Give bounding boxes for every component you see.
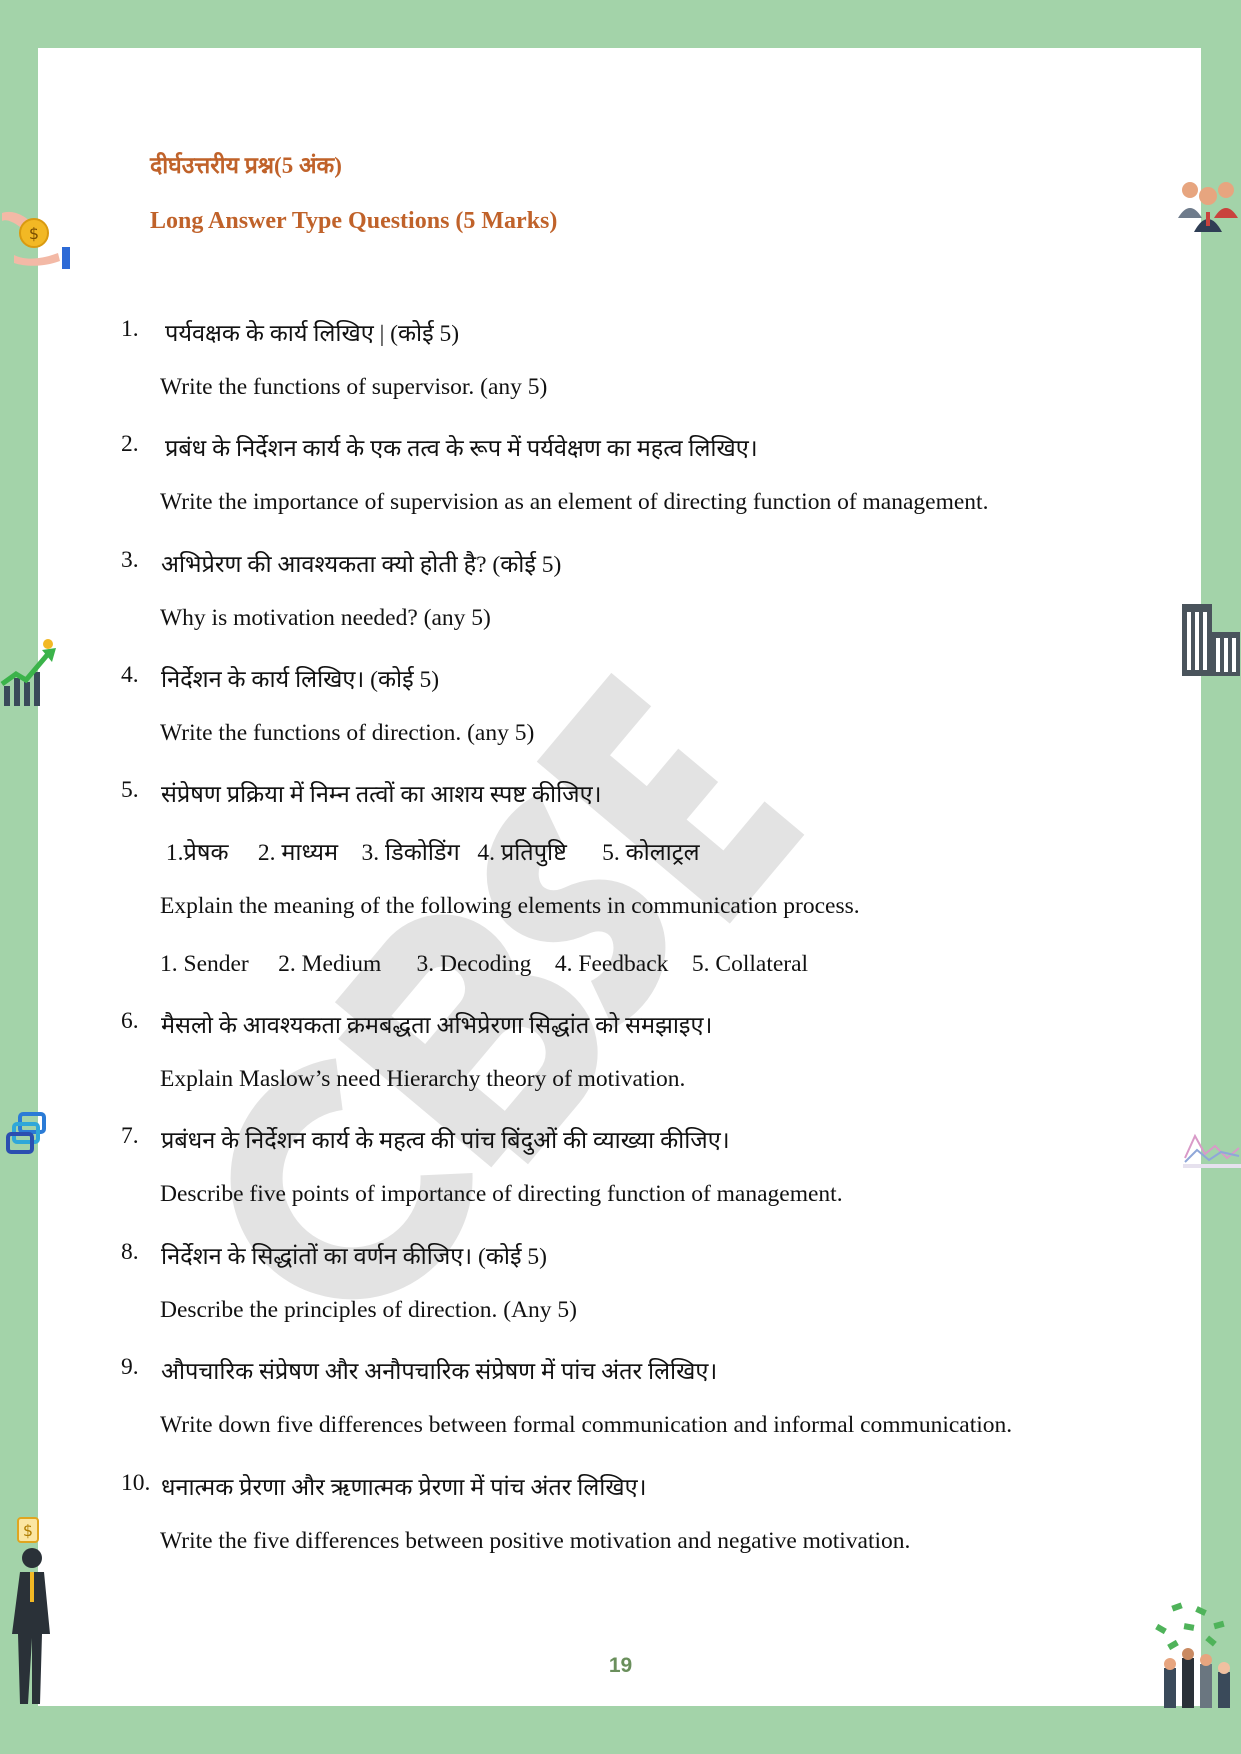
question-number: 7.	[121, 1123, 139, 1149]
question-number: 10.	[121, 1470, 151, 1496]
group-of-people-icon	[1176, 178, 1241, 234]
section-title-hindi: दीर्घउत्तरीय प्रश्न(5 अंक)	[150, 153, 342, 178]
question-number: 8.	[121, 1239, 139, 1265]
linked-cards-icon	[4, 1110, 48, 1158]
question-hindi: औपचारिक संप्रेषण और अनौपचारिक संप्रेषण में पांच अंतर लिखिए।	[161, 1359, 718, 1385]
building-icon	[1180, 602, 1241, 678]
question-english: Write the five differences between positive motivation and negative motivation.	[160, 1528, 911, 1554]
question-hindi: निर्देशन के सिद्धांतों का वर्णन कीजिए। (कोई 5)	[161, 1244, 547, 1270]
line-graph-icon	[1183, 1128, 1241, 1170]
question-hindi: पर्यवक्षक के कार्य लिखिए | (कोई 5)	[165, 321, 460, 347]
question-items-hindi: 1.प्रेषक 2. माध्यम 3. डिकोडिंग 4. प्रतिपुष्टि 5. कोलाट्रल	[160, 840, 700, 866]
question-english: Write down five differences between formal communication and informal communication.	[160, 1412, 1013, 1438]
question-english: Describe five points of importance of directing function of management.	[160, 1181, 843, 1207]
question-english: Explain the meaning of the following elements in communication process.	[160, 893, 860, 919]
question-english: Write the functions of supervisor. (any 5)	[160, 374, 548, 400]
svg-text:$: $	[28, 224, 40, 243]
question-hindi: निर्देशन के कार्य लिखिए। (कोई 5)	[161, 667, 440, 693]
question-hindi: प्रबंधन के निर्देशन कार्य के महत्व की पांच बिंदुओं की व्याख्या कीजिए।	[161, 1128, 730, 1154]
page-number: 19	[608, 1654, 633, 1677]
question-number: 4.	[121, 662, 139, 688]
question-number: 6.	[121, 1008, 139, 1034]
question-english: Explain Maslow’s need Hierarchy theory of motivation.	[160, 1066, 686, 1092]
section-title-english: Long Answer Type Questions (5 Marks)	[150, 208, 558, 234]
question-number: 3.	[121, 547, 139, 573]
question-english: Why is motivation needed? (any 5)	[160, 605, 491, 631]
question-english: Describe the principles of direction. (Any 5)	[160, 1297, 577, 1323]
growth-chart-icon	[0, 638, 60, 708]
svg-text:$: $	[22, 1521, 34, 1540]
question-hindi: प्रबंध के निर्देशन कार्य के एक तत्व के रूप में पर्यवेक्षण का महत्व लिखिए।	[165, 436, 758, 462]
page-sheet	[38, 48, 1201, 1706]
question-hindi: मैसलो के आवश्यकता क्रमबद्धता अभिप्रेरणा सिद्धांत को समझाइए।	[161, 1013, 713, 1039]
question-hindi: धनात्मक प्रेरणा और ऋणात्मक प्रेरणा में पांच अंतर लिखिए।	[161, 1475, 647, 1501]
question-english: Write the importance of supervision as an element of directing function of management.	[160, 489, 989, 515]
question-hindi: अभिप्रेरण की आवश्यकता क्यो होती है? (कोई 5)	[161, 552, 562, 578]
question-number: 2.	[121, 431, 139, 457]
coin-hand-icon	[0, 205, 74, 271]
question-items-english: 1. Sender 2. Medium 3. Decoding 4. Feedback 5. Collateral	[160, 951, 809, 977]
question-number: 1.	[121, 316, 139, 342]
question-hindi: संप्रेषण प्रक्रिया में निम्न तत्वों का आशय स्पष्ट कीजिए।	[161, 782, 602, 808]
businessman-icon	[8, 1514, 60, 1710]
question-number: 5.	[121, 777, 139, 803]
money-hands-icon	[1142, 1598, 1238, 1710]
question-number: 9.	[121, 1354, 139, 1380]
question-english: Write the functions of direction. (any 5)	[160, 720, 535, 746]
